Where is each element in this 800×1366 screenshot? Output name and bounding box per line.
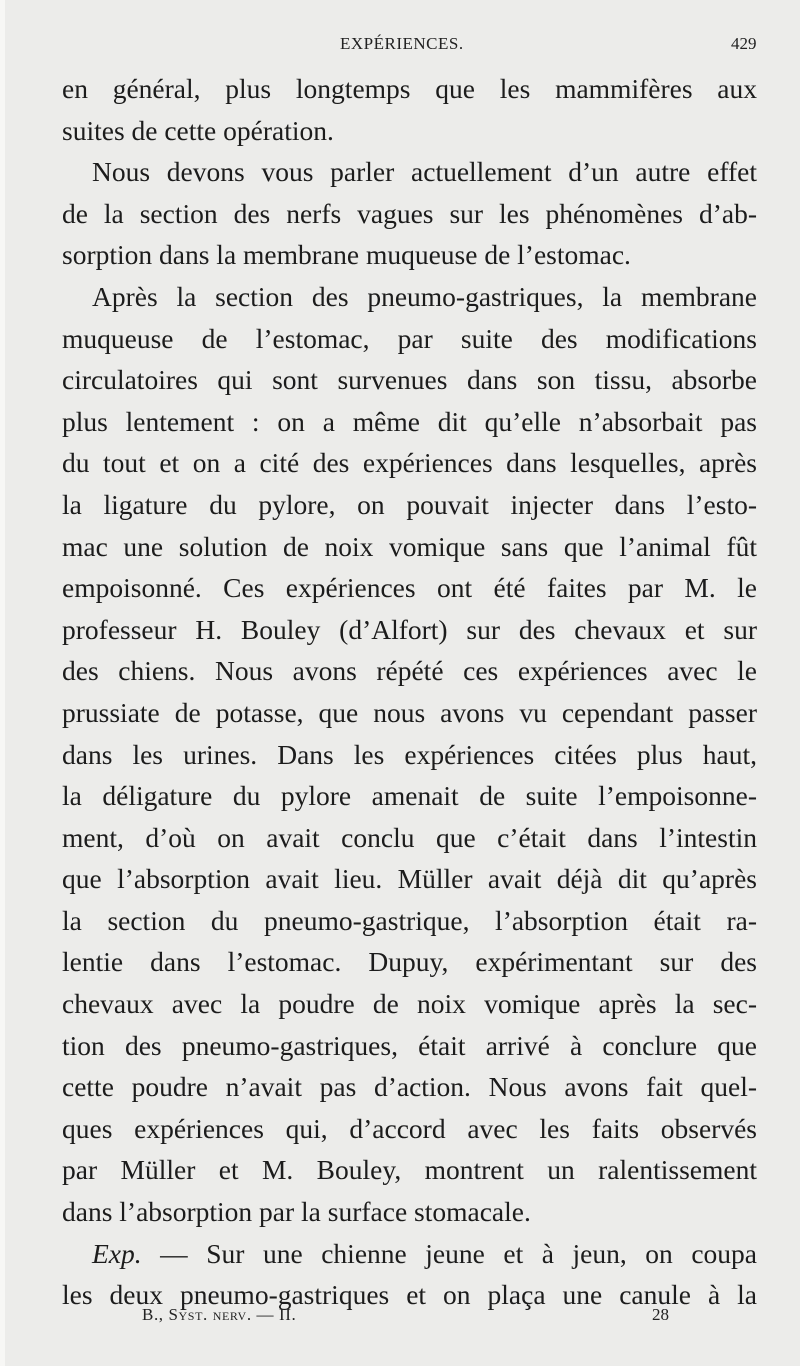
text-line: Après la section des pneumo-gastriques, la membrane: [92, 280, 757, 312]
page-edge: [0, 0, 5, 1366]
text-line: la ligature du pylore, on pouvait injecter dans l’esto-: [62, 488, 757, 520]
text-line: que l’absorption avait lieu. Müller avait déjà dit qu’après: [62, 863, 757, 895]
body-text: [62, 68, 757, 1316]
sheet-number: 28: [652, 1305, 669, 1324]
page-footer: [0, 1305, 800, 1331]
page-header: [0, 34, 800, 58]
text-line: de la section des nerfs vagues sur les phénomènes d’ab-: [62, 197, 757, 229]
text-line: les deux pneumo-gastriques et on plaça une canule à la: [62, 1279, 757, 1311]
running-title: EXPÉRIENCES.: [340, 34, 464, 53]
text-line: prussiate de potasse, que nous avons vu cependant passer: [62, 696, 757, 728]
text-line: circulatoires qui sont survenues dans son tissu, absorbe: [62, 364, 757, 396]
text-line: dans l’absorption par la surface stomacale.: [62, 1196, 531, 1228]
text-line: la déligature du pylore amenait de suite l’empoisonne-: [62, 780, 757, 812]
text-line: dans les urines. Dans les expériences citées plus haut,: [62, 738, 757, 770]
text-line: Nous devons vous parler actuellement d’un autre effet: [92, 156, 757, 188]
printer-signature: B., Syst. nerv. — II.: [142, 1305, 297, 1324]
experiment-line: [62, 1233, 757, 1275]
text-line: ment, d’où on avait conclu que c’était dans l’intestin: [62, 821, 757, 853]
text-line: professeur H. Bouley (d’Alfort) sur des chevaux et sur: [62, 613, 757, 645]
text-line: du tout et on a cité des expériences dans lesquelles, après: [62, 447, 757, 479]
page-number: 429: [731, 34, 757, 53]
text-line: tion des pneumo-gastriques, était arrivé à conclure que: [62, 1029, 757, 1061]
text-line: chevaux avec la poudre de noix vomique après la sec-: [62, 988, 757, 1020]
experiment-text: — Sur une chienne jeune et à jeun, on coupa: [141, 1237, 757, 1269]
text-line: mac une solution de noix vomique sans que l’animal fût: [62, 530, 757, 562]
text-line: muqueuse de l’estomac, par suite des modifications: [62, 322, 757, 354]
text-line: plus lentement : on a même dit qu’elle n’absorbait pas: [62, 405, 757, 437]
text-line: lentie dans l’estomac. Dupuy, expérimentant sur des: [62, 946, 757, 978]
text-line: empoisonné. Ces expériences ont été faites par M. le: [62, 572, 757, 604]
text-line: ques expériences qui, d’accord avec les faits observés: [62, 1112, 757, 1144]
text-line: sorption dans la membrane muqueuse de l’estomac.: [62, 239, 631, 271]
text-line: par Müller et M. Bouley, montrent un ralentissement: [62, 1154, 757, 1186]
experiment-label: Exp.: [92, 1237, 142, 1269]
text-line: la section du pneumo-gastrique, l’absorption était ra-: [62, 904, 757, 936]
text-line: cette poudre n’avait pas d’action. Nous avons fait quel-: [62, 1071, 757, 1103]
text-line: en général, plus longtemps que les mammifères aux: [62, 73, 757, 104]
text-line: des chiens. Nous avons répété ces expériences avec le: [62, 655, 757, 687]
text-line: suites de cette opération.: [62, 114, 334, 146]
